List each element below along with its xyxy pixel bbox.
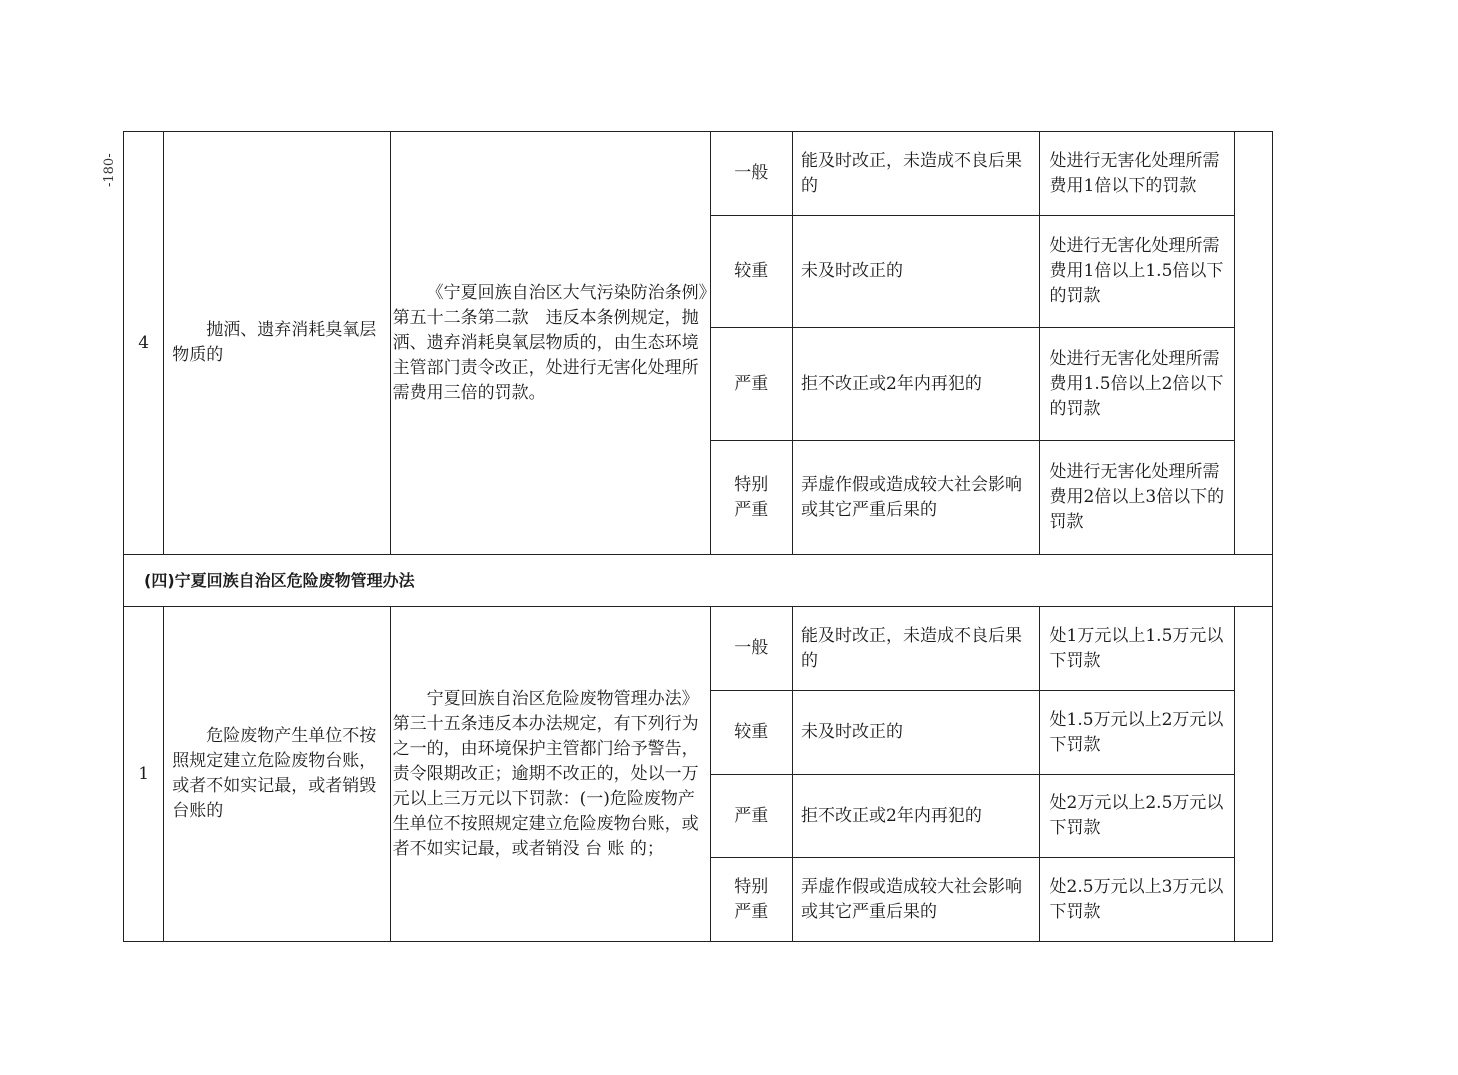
- section-title: (四)宁夏回族自治区危险废物管理办法: [124, 555, 1273, 607]
- section-row: [124, 555, 1273, 607]
- blank-cell: [1234, 132, 1272, 555]
- circumstance: 弄虚作假或造成较大社会影响或其它严重后果的: [793, 441, 1040, 555]
- circumstance: 能及时改正，未造成不良后果的: [793, 607, 1040, 691]
- blank-cell: [1234, 607, 1272, 942]
- severity-level: 严重: [710, 775, 793, 858]
- circumstance: 弄虚作假或造成较大社会影响或其它严重后果的: [793, 858, 1040, 942]
- item-number: 1: [124, 607, 164, 942]
- penalty-standard: 处进行无害化处理所需费用2倍以上3倍以下的罚款: [1039, 441, 1234, 555]
- severity-level: 特别严重: [710, 441, 793, 555]
- penalty-standard: 处进行无害化处理所需费用1倍以下的罚款: [1039, 132, 1234, 216]
- penalty-standard: 处进行无害化处理所需费用1倍以上1.5倍以下的罚款: [1039, 216, 1234, 328]
- circumstance: 拒不改正或2年内再犯的: [793, 775, 1040, 858]
- severity-level: 较重: [710, 691, 793, 775]
- penalty-standard: 处2万元以上2.5万元以下罚款: [1039, 775, 1234, 858]
- circumstance: 拒不改正或2年内再犯的: [793, 328, 1040, 441]
- table-row: [124, 132, 1273, 216]
- severity-level: 严重: [710, 328, 793, 441]
- penalty-table: [123, 131, 1273, 942]
- page-number: -180-: [102, 153, 117, 187]
- penalty-standard: 处2.5万元以上3万元以下罚款: [1039, 858, 1234, 942]
- circumstance: 未及时改正的: [793, 691, 1040, 775]
- penalty-standard: 处1万元以上1.5万元以下罚款: [1039, 607, 1234, 691]
- violation-description: 危险废物产生单位不按照规定建立危险废物台账，或者不如实记最，或者销毁台账的: [164, 607, 390, 942]
- circumstance: 未及时改正的: [793, 216, 1040, 328]
- penalty-standard: 处1.5万元以上2万元以下罚款: [1039, 691, 1234, 775]
- violation-description: 抛洒、遗弃消耗臭氧层物质的: [164, 132, 390, 555]
- table-row: [124, 607, 1273, 691]
- penalty-standard: 处进行无害化处理所需费用1.5倍以上2倍以下的罚款: [1039, 328, 1234, 441]
- severity-level: 特别严重: [710, 858, 793, 942]
- severity-level: 较重: [710, 216, 793, 328]
- circumstance: 能及时改正，未造成不良后果的: [793, 132, 1040, 216]
- legal-basis: 《宁夏回族自治区大气污染防治条例》第五十二条第二款 违反本条例规定，抛洒、遗弃消耗臭氧层物质的，由生态环境主管部门责令改正，处进行无害化处理所需费用三倍的罚款。: [390, 132, 710, 555]
- severity-level: 一般: [710, 607, 793, 691]
- legal-basis: 宁夏回族自治区危险废物管理办法》第三十五条违反本办法规定，有下列行为之一的，由环境保护主管都门给予警告，责令限期改正；逾期不改正的，处以一万元以上三万元以下罚款：(一)危险废物产生单位不按照规定建立危险废物台账，或者不如实记最，或者销没 台 账 的；: [390, 607, 710, 942]
- item-number: 4: [124, 132, 164, 555]
- severity-level: 一般: [710, 132, 793, 216]
